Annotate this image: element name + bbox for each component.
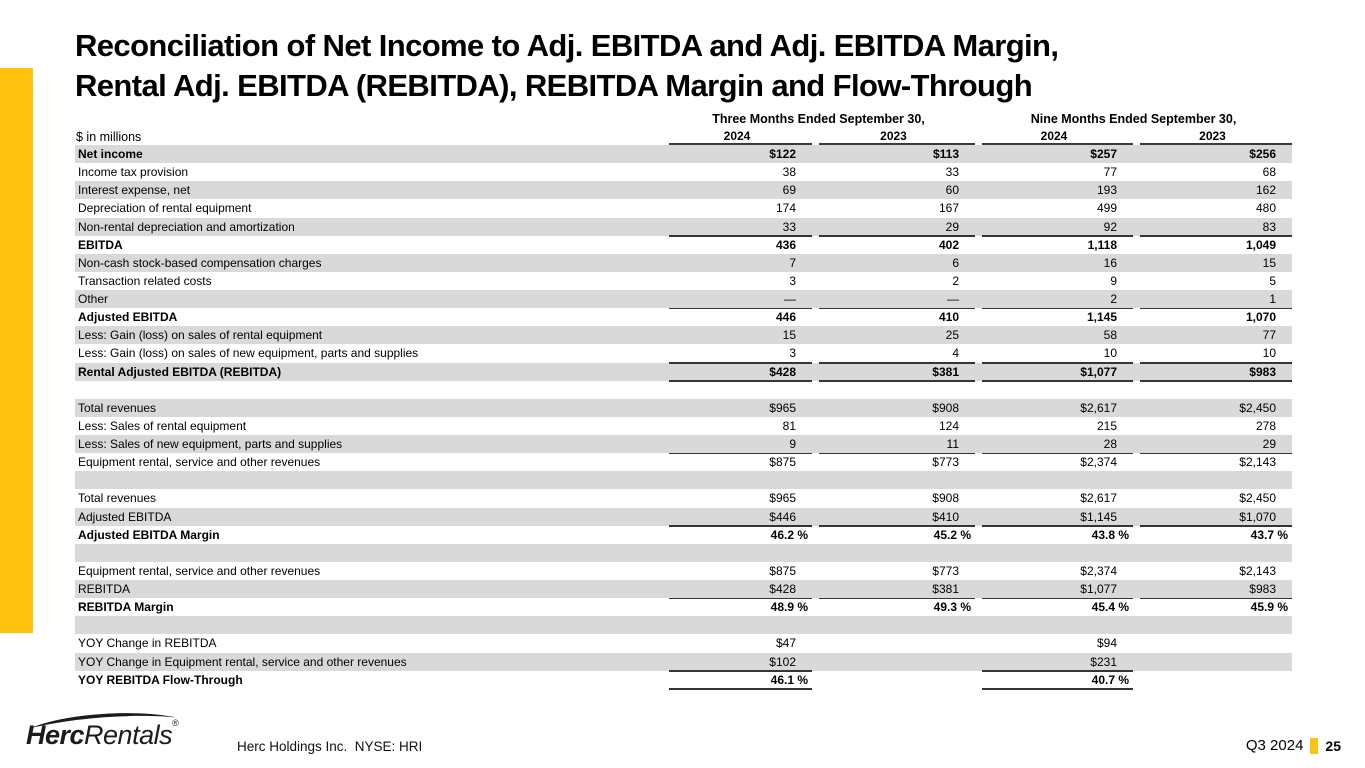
value-cell — [975, 634, 1133, 652]
value-cell — [662, 417, 812, 435]
logo-swoosh-icon — [28, 710, 178, 730]
table-body — [75, 145, 1292, 689]
value-cell — [1133, 199, 1292, 217]
value-cell — [975, 254, 1133, 272]
value-cell — [662, 290, 812, 308]
cell-value: $381 — [932, 364, 959, 379]
table-row — [75, 254, 1292, 272]
row-label: Non-cash stock-based compensation charges — [78, 255, 322, 270]
value-cell — [812, 254, 975, 272]
table-row — [75, 163, 1292, 181]
cell-value: $2,617 — [1080, 400, 1117, 415]
cell-value: 1 — [1269, 292, 1276, 307]
row-label: EBITDA — [78, 237, 123, 252]
cell-value: 40.7 % — [1091, 672, 1129, 687]
cell-value: $257 — [1090, 147, 1117, 162]
table-row — [75, 344, 1292, 362]
cell-value: 46.1 % — [770, 672, 808, 687]
cell-value: 193 — [1096, 183, 1117, 198]
value-cell — [662, 218, 812, 236]
cell-value: $231 — [1090, 654, 1117, 669]
value-cell — [975, 453, 1133, 471]
cell-value: 499 — [1096, 201, 1117, 216]
value-cell — [1133, 381, 1292, 399]
row-label: Less: Sales of new equipment, parts and supplies — [78, 437, 343, 452]
cell-value: $1,070 — [1239, 509, 1276, 524]
table-row — [75, 471, 1292, 489]
cell-value: $381 — [932, 582, 959, 597]
cell-value: 436 — [775, 237, 796, 252]
row-label: Less: Sales of rental equipment — [78, 418, 247, 433]
cell-value: 38 — [782, 165, 796, 180]
value-cell — [662, 181, 812, 199]
value-cell — [662, 671, 812, 689]
row-label: Adjusted EBITDA — [78, 310, 178, 325]
row-label: YOY Change in Equipment rental, service and other revenues — [78, 654, 407, 669]
row-label: Total revenues — [78, 400, 157, 415]
table-row — [75, 598, 1292, 616]
row-label: Transaction related costs — [78, 273, 212, 288]
value-cell — [1133, 435, 1292, 453]
cell-value: $2,450 — [1239, 400, 1276, 415]
row-label: Less: Gain (loss) on sales of rental equipment — [78, 328, 323, 343]
cell-value: $773 — [932, 563, 959, 578]
cell-value: $428 — [769, 582, 796, 597]
value-cell — [1133, 145, 1292, 163]
cell-value: $2,374 — [1080, 455, 1117, 470]
row-label: YOY Change in REBITDA — [78, 636, 217, 651]
value-cell — [1133, 254, 1292, 272]
table-row — [75, 671, 1292, 689]
value-cell — [812, 562, 975, 580]
value-cell — [662, 381, 812, 399]
value-cell — [812, 489, 975, 507]
cell-value: 2 — [1110, 292, 1117, 307]
row-label: Income tax provision — [78, 165, 189, 180]
value-cell — [1133, 616, 1292, 634]
reconciliation-table — [75, 109, 1292, 689]
cell-value: $2,374 — [1080, 563, 1117, 578]
table-row — [75, 381, 1292, 399]
table-row — [75, 562, 1292, 580]
table-row — [75, 145, 1292, 163]
value-cell — [812, 344, 975, 362]
cell-value: 77 — [1262, 328, 1276, 343]
value-cell — [812, 163, 975, 181]
value-cell — [975, 308, 1133, 326]
value-cell — [1133, 290, 1292, 308]
cell-value: 124 — [938, 418, 959, 433]
value-cell — [662, 471, 812, 489]
logo-word-herc: Herc — [26, 720, 85, 750]
page-marker-bar — [1310, 738, 1318, 754]
cell-value: 10 — [1103, 346, 1117, 361]
value-cell — [1133, 181, 1292, 199]
table-row — [75, 544, 1292, 562]
logo-word-rentals: Rentals — [84, 720, 173, 750]
year-header: 2023 — [1133, 124, 1292, 145]
value-cell — [1133, 489, 1292, 507]
value-cell — [662, 308, 812, 326]
cell-value: $983 — [1249, 582, 1276, 597]
table-row — [75, 181, 1292, 199]
value-cell — [662, 326, 812, 344]
value-cell — [975, 671, 1133, 689]
cell-value: $875 — [769, 455, 796, 470]
row-label: REBITDA Margin — [78, 600, 174, 615]
page-title-line1: Reconciliation of Net Income to Adj. EBITDA and Adj. EBITDA Margin, — [75, 28, 1059, 63]
cell-value: 162 — [1255, 183, 1276, 198]
cell-value: 4 — [952, 346, 959, 361]
cell-value: 3 — [789, 273, 796, 288]
value-cell — [812, 145, 975, 163]
cell-value: $256 — [1249, 147, 1276, 162]
value-cell — [812, 453, 975, 471]
value-cell — [975, 508, 1133, 526]
row-label: Depreciation of rental equipment — [78, 201, 252, 216]
cell-value: $2,450 — [1239, 491, 1276, 506]
value-cell — [975, 489, 1133, 507]
value-cell — [975, 199, 1133, 217]
value-cell — [662, 544, 812, 562]
value-cell — [975, 580, 1133, 598]
value-cell — [975, 363, 1133, 381]
table-row — [75, 326, 1292, 344]
cell-value: $94 — [1096, 636, 1117, 651]
slide-footer — [0, 708, 1365, 768]
cell-value: 10 — [1262, 346, 1276, 361]
value-cell — [812, 363, 975, 381]
value-cell — [975, 526, 1133, 544]
value-cell — [812, 326, 975, 344]
value-cell — [812, 653, 975, 671]
value-cell — [662, 163, 812, 181]
cell-value: $446 — [769, 509, 796, 524]
value-cell — [1133, 653, 1292, 671]
value-cell — [975, 326, 1133, 344]
cell-value: 402 — [938, 237, 959, 252]
cell-value: 174 — [775, 201, 796, 216]
cell-value: 69 — [782, 183, 796, 198]
row-label: Net income — [78, 147, 143, 162]
value-cell — [1133, 163, 1292, 181]
cell-value: 446 — [775, 310, 796, 325]
cell-value: 1,118 — [1087, 237, 1117, 252]
value-cell — [1133, 399, 1292, 417]
value-cell — [1133, 634, 1292, 652]
value-cell — [975, 163, 1133, 181]
value-cell — [662, 598, 812, 616]
value-cell — [662, 435, 812, 453]
row-label: Total revenues — [78, 491, 157, 506]
column-group-nine-months: Nine Months Ended September 30, — [1030, 112, 1237, 126]
value-cell — [662, 508, 812, 526]
row-label: Equipment rental, service and other revenues — [78, 563, 321, 578]
value-cell — [975, 236, 1133, 254]
value-cell — [975, 399, 1133, 417]
value-cell — [662, 634, 812, 652]
row-label: Less: Gain (loss) on sales of new equipment, parts and supplies — [78, 346, 419, 361]
value-cell — [975, 417, 1133, 435]
value-cell — [662, 616, 812, 634]
value-cell — [1133, 580, 1292, 598]
value-cell — [1133, 344, 1292, 362]
cell-value: $47 — [775, 636, 796, 651]
cell-value: 29 — [1262, 437, 1276, 452]
cell-value: — — [784, 292, 796, 307]
cell-value: 7 — [789, 255, 796, 270]
cell-value: $122 — [769, 147, 796, 162]
row-label: Other — [78, 292, 109, 307]
value-cell — [1133, 562, 1292, 580]
value-cell — [1133, 453, 1292, 471]
cell-value: $428 — [769, 364, 796, 379]
value-cell — [975, 145, 1133, 163]
cell-value: 29 — [945, 219, 959, 234]
cell-value: 11 — [946, 437, 959, 452]
cell-value: 48.9 % — [770, 600, 808, 615]
value-cell — [1133, 417, 1292, 435]
value-cell — [812, 218, 975, 236]
value-cell — [975, 218, 1133, 236]
page-title-line2: Rental Adj. EBITDA (REBITDA), REBITDA Margin and Flow-Through — [75, 68, 1033, 103]
cell-value: $773 — [932, 455, 959, 470]
value-cell — [812, 290, 975, 308]
table-row — [75, 453, 1292, 471]
table-row — [75, 616, 1292, 634]
value-cell — [1133, 308, 1292, 326]
value-cell — [812, 508, 975, 526]
cell-value: $908 — [932, 400, 959, 415]
value-cell — [975, 181, 1133, 199]
row-label: REBITDA — [78, 582, 131, 597]
value-cell — [812, 671, 975, 689]
value-cell — [812, 435, 975, 453]
column-group-three-months: Three Months Ended September 30, — [712, 112, 925, 126]
cell-value: 81 — [782, 418, 796, 433]
period-label: Q3 2024 — [1245, 737, 1304, 754]
cell-value: $965 — [769, 491, 796, 506]
value-cell — [812, 417, 975, 435]
row-label: Adjusted EBITDA — [78, 509, 172, 524]
value-cell — [1133, 218, 1292, 236]
value-cell — [975, 381, 1133, 399]
left-accent-bar — [0, 68, 33, 633]
cell-value: 45.4 % — [1091, 600, 1129, 615]
cell-value: 33 — [782, 219, 796, 234]
cell-value: 16 — [1103, 255, 1117, 270]
page-number: 25 — [1325, 737, 1341, 754]
table-row — [75, 218, 1292, 236]
page-title — [75, 26, 1058, 106]
table-header-years — [75, 126, 1292, 145]
registered-mark: ® — [172, 718, 179, 728]
cell-value: $113 — [932, 147, 959, 162]
value-cell — [812, 580, 975, 598]
value-cell — [1133, 363, 1292, 381]
value-cell — [812, 308, 975, 326]
cell-value: 1,145 — [1086, 310, 1117, 325]
table-row — [75, 508, 1292, 526]
value-cell — [812, 181, 975, 199]
cell-value: $1,145 — [1080, 509, 1117, 524]
value-cell — [1133, 671, 1292, 689]
value-cell — [812, 634, 975, 652]
value-cell — [812, 199, 975, 217]
row-label: Rental Adjusted EBITDA (REBITDA) — [78, 364, 282, 379]
table-row — [75, 199, 1292, 217]
value-cell — [662, 363, 812, 381]
table-row — [75, 653, 1292, 671]
cell-value: 25 — [945, 328, 959, 343]
cell-value: 83 — [1262, 219, 1276, 234]
value-cell — [812, 236, 975, 254]
table-row — [75, 272, 1292, 290]
cell-value: $875 — [769, 563, 796, 578]
row-label: Adjusted EBITDA Margin — [78, 527, 220, 542]
cell-value: 480 — [1255, 201, 1276, 216]
value-cell — [975, 290, 1133, 308]
cell-value: 43.8 % — [1091, 527, 1129, 542]
table-row — [75, 489, 1292, 507]
table-row — [75, 634, 1292, 652]
cell-value: $410 — [932, 509, 959, 524]
herc-rentals-logo — [26, 718, 201, 751]
cell-value: 45.9 % — [1250, 600, 1288, 615]
row-label: Equipment rental, service and other revenues — [78, 455, 321, 470]
table-row — [75, 580, 1292, 598]
cell-value: — — [947, 292, 959, 307]
table-row — [75, 417, 1292, 435]
value-cell — [975, 544, 1133, 562]
cell-value: $1,077 — [1080, 364, 1117, 379]
value-cell — [1133, 236, 1292, 254]
value-cell — [975, 471, 1133, 489]
company-ticker-line: Herc Holdings Inc. NYSE: HRI — [237, 739, 423, 754]
cell-value: 28 — [1103, 437, 1117, 452]
value-cell — [975, 653, 1133, 671]
table-row — [75, 435, 1292, 453]
value-cell — [812, 544, 975, 562]
cell-value: $908 — [932, 491, 959, 506]
year-header: 2023 — [812, 124, 975, 145]
cell-value: 167 — [938, 201, 959, 216]
cell-value: $102 — [769, 654, 796, 669]
table-row — [75, 399, 1292, 417]
cell-value: 58 — [1103, 328, 1117, 343]
table-row — [75, 526, 1292, 544]
value-cell — [1133, 508, 1292, 526]
row-label: YOY REBITDA Flow-Through — [78, 672, 243, 687]
value-cell — [662, 653, 812, 671]
cell-value: $1,077 — [1080, 582, 1117, 597]
cell-value: 9 — [1110, 273, 1117, 288]
value-cell — [662, 526, 812, 544]
row-label: Interest expense, net — [78, 183, 191, 198]
value-cell — [662, 236, 812, 254]
value-cell — [975, 616, 1133, 634]
value-cell — [1133, 526, 1292, 544]
cell-value: $2,143 — [1239, 455, 1276, 470]
value-cell — [812, 381, 975, 399]
value-cell — [812, 272, 975, 290]
value-cell — [1133, 598, 1292, 616]
value-cell — [975, 344, 1133, 362]
value-cell — [812, 471, 975, 489]
cell-value: 5 — [1269, 273, 1276, 288]
cell-value: 15 — [782, 328, 796, 343]
cell-value: 410 — [938, 310, 959, 325]
value-cell — [812, 399, 975, 417]
value-cell — [975, 562, 1133, 580]
value-cell — [1133, 272, 1292, 290]
year-header: 2024 — [975, 124, 1133, 145]
value-cell — [1133, 471, 1292, 489]
value-cell — [975, 598, 1133, 616]
value-cell — [662, 344, 812, 362]
cell-value: 15 — [1262, 255, 1276, 270]
cell-value: 215 — [1096, 418, 1117, 433]
page-indicator — [1246, 737, 1341, 754]
cell-value: 3 — [789, 346, 796, 361]
value-cell — [975, 435, 1133, 453]
cell-value: 1,049 — [1245, 237, 1276, 252]
units-note: $ in millions — [76, 130, 142, 144]
cell-value: $2,143 — [1239, 563, 1276, 578]
cell-value: $983 — [1249, 364, 1276, 379]
value-cell — [662, 272, 812, 290]
value-cell — [662, 580, 812, 598]
value-cell — [1133, 544, 1292, 562]
value-cell — [812, 598, 975, 616]
cell-value: 92 — [1103, 219, 1117, 234]
value-cell — [662, 453, 812, 471]
cell-value: 9 — [789, 437, 796, 452]
value-cell — [662, 562, 812, 580]
cell-value: 68 — [1262, 165, 1276, 180]
cell-value: 2 — [952, 273, 959, 288]
value-cell — [812, 616, 975, 634]
cell-value: 278 — [1255, 418, 1276, 433]
table-row — [75, 308, 1292, 326]
value-cell — [662, 254, 812, 272]
value-cell — [975, 272, 1133, 290]
year-header: 2024 — [662, 124, 812, 145]
value-cell — [662, 199, 812, 217]
cell-value: $2,617 — [1080, 491, 1117, 506]
row-label: Non-rental depreciation and amortization — [78, 219, 295, 234]
cell-value: 77 — [1103, 165, 1117, 180]
table-row — [75, 236, 1292, 254]
cell-value: 60 — [945, 183, 959, 198]
cell-value: 1,070 — [1245, 310, 1276, 325]
value-cell — [662, 489, 812, 507]
table-row — [75, 290, 1292, 308]
value-cell — [812, 526, 975, 544]
cell-value: 46.2 % — [770, 527, 808, 542]
value-cell — [662, 399, 812, 417]
value-cell — [662, 145, 812, 163]
cell-value: 6 — [952, 255, 959, 270]
value-cell — [1133, 326, 1292, 344]
cell-value: 45.2 % — [933, 527, 971, 542]
cell-value: 33 — [945, 165, 959, 180]
table-row — [75, 363, 1292, 381]
cell-value: 43.7 % — [1250, 527, 1288, 542]
cell-value: 49.3 % — [933, 600, 971, 615]
cell-value: $965 — [769, 400, 796, 415]
